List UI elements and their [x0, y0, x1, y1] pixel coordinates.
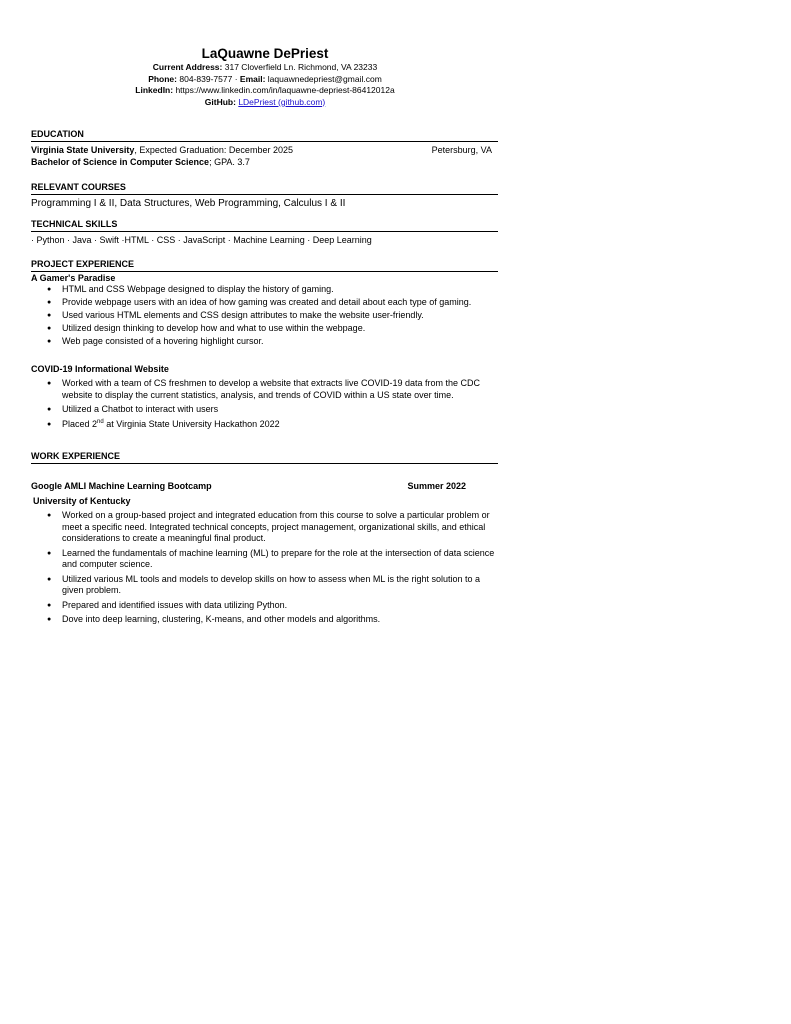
courses-section — [31, 182, 498, 210]
resume-header — [0, 46, 530, 108]
job-bullets — [31, 510, 498, 626]
courses-title: RELEVANT COURSES — [31, 182, 498, 195]
list-item: ● Dove into deep learning, clustering, K-means, and other models and algorithms. — [62, 614, 498, 626]
email-label: Email: — [239, 73, 266, 84]
github-line — [0, 97, 530, 109]
projects-title: PROJECT EXPERIENCE — [31, 259, 498, 272]
contact-line — [0, 74, 530, 86]
degree-line — [31, 156, 498, 168]
projects-section — [31, 259, 498, 349]
education-section — [31, 129, 498, 168]
school-name: Virginia State University — [31, 145, 135, 155]
project-1-bullets — [31, 284, 498, 348]
project-2-bullets — [31, 378, 498, 430]
linkedin-label: LinkedIn: — [135, 85, 174, 95]
skills-text: · Python · Java · Swift ·HTML · CSS · JavaScript · Machine Learning · Deep Learning — [31, 235, 372, 245]
work-section — [31, 451, 498, 627]
github-label: GitHub: — [204, 96, 236, 107]
linkedin-line — [0, 85, 530, 97]
job-date: Summer 2022 — [407, 481, 466, 491]
project-1-name: A Gamer's Paradise — [31, 273, 116, 283]
list-item: ● Utilized various ML tools and models to develop skills on how to assess when ML is the right solution to a given problem. — [62, 574, 498, 597]
skills-title: TECHNICAL SKILLS — [31, 219, 498, 232]
list-item: ● Provide webpage users with an idea of how gaming was created and detail about each type of gaming. — [62, 297, 498, 309]
placed-prefix: Placed 2 — [62, 418, 98, 429]
phone-value: 804-839-7577 — [179, 73, 233, 84]
education-title: EDUCATION — [31, 129, 498, 142]
list-item: ● Learned the fundamentals of machine learning (ML) to prepare for the role at the intersection of data science and computer science. — [62, 548, 498, 571]
linkedin-value: https://www.linkedin.com/in/laquawne-depriest-86412012a — [175, 85, 395, 95]
courses-text: Programming I & II, Data Structures, Web Programming, Calculus I & II — [31, 198, 346, 209]
gpa: ; GPA. 3.7 — [209, 157, 250, 167]
list-item — [62, 419, 498, 431]
address-label: Current Address: — [152, 62, 223, 72]
placed-suffix: at Virginia State University Hackathon 2022 — [103, 418, 280, 429]
separator: · — [234, 73, 238, 84]
list-item: ● Utilized design thinking to develop how and what to use within the webpage. — [62, 323, 498, 335]
list-item: ● Used various HTML elements and CSS design attributes to make the website user-friendly. — [62, 310, 498, 322]
address-line — [0, 62, 530, 74]
work-title: WORK EXPERIENCE — [31, 451, 498, 464]
list-item: ● Utilized a Chatbot to interact with users — [62, 404, 498, 416]
list-item: ● HTML and CSS Webpage designed to display the history of gaming. — [62, 284, 498, 296]
project-2-name: COVID-19 Informational Website — [31, 364, 169, 374]
skills-section — [31, 219, 498, 246]
github-link[interactable]: LDePriest (github.com) — [238, 96, 326, 107]
education-school-row — [31, 144, 498, 156]
project-2-block — [31, 363, 498, 432]
list-item: ● Worked on a group-based project and integrated education from this course to solve a particular problem or meet a specific need. Integrated technical concepts, project management, organizational skills, and ethical considerations to create a meaningful final product. — [62, 510, 498, 545]
list-item: ● Web page consisted of a hovering highlight cursor. — [62, 336, 498, 348]
email-value: laquawnedepriest@gmail.com — [267, 73, 382, 84]
list-item: ● Prepared and identified issues with data utilizing Python. — [62, 600, 498, 612]
list-item: ● Worked with a team of CS freshmen to develop a website that extracts live COVID-19 data from the CDC website to display the current statistics, analysis, and trends of COVID within a US state over time. — [62, 378, 498, 401]
address-value: 317 Cloverfield Ln. Richmond, VA 23233 — [224, 62, 378, 72]
job-row — [31, 480, 498, 492]
school-location: Petersburg, VA — [431, 145, 492, 155]
expected-graduation: , Expected Graduation: December 2025 — [134, 145, 293, 155]
job-organization: University of Kentucky — [33, 496, 131, 506]
school-line — [31, 144, 293, 156]
applicant-name: LaQuawne DePriest — [201, 46, 329, 61]
job-title: Google AMLI Machine Learning Bootcamp — [31, 481, 212, 491]
degree-name: Bachelor of Science in Computer Science — [31, 157, 210, 167]
phone-label: Phone: — [148, 73, 177, 84]
placed-superscript: nd — [97, 418, 104, 425]
